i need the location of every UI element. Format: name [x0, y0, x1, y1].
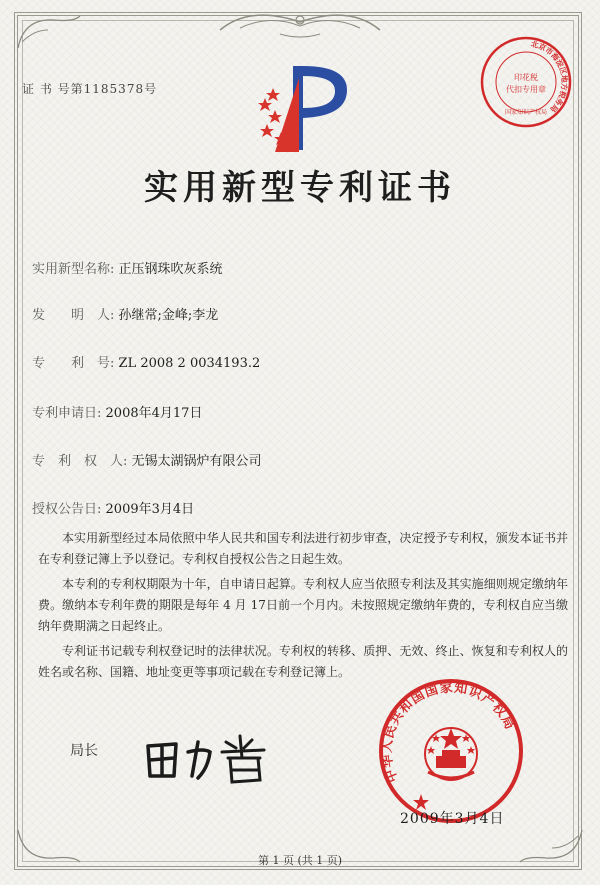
director-signature: [140, 728, 280, 788]
field-value: 2008年4月17日: [105, 406, 203, 421]
body-paragraph-3: 专利证书记载专利权登记时的法律状况。专利权的转移、质押、无效、终止、恢复和专利权人的姓名或名称、国籍、地址变更等事项记载在专利登记簿上。: [38, 644, 568, 679]
page-number: 第 1 页 (共 1 页): [257, 854, 343, 867]
field-label: 专利申请日:: [32, 406, 102, 421]
certificate-number-suffix: 号: [144, 82, 158, 96]
field-label: 专 利 号:: [32, 356, 115, 371]
field-patent-number: [32, 352, 260, 371]
certificate-number: [22, 80, 157, 97]
issue-date: 2009年3月4日: [400, 811, 505, 827]
tax-stamp-center-2: 代扣专用章: [506, 85, 546, 94]
field-label: 专 利 权 人:: [32, 454, 128, 469]
field-patentee: [32, 450, 262, 469]
field-label: 实用新型名称:: [32, 262, 115, 277]
corner-ornament-top-left: [14, 12, 84, 52]
tax-stamp-ring-text: 北京市海淀区地方税务局: [530, 39, 570, 115]
certificate-number-value: 1185378: [83, 82, 145, 96]
certificate-number-label: 证 书 号第: [22, 82, 84, 96]
director-title: 局长: [70, 743, 98, 759]
field-value: 孙继常;金峰;李龙: [118, 308, 219, 323]
field-label: 发 明 人:: [32, 308, 115, 323]
field-value: 2009年3月4日: [105, 502, 195, 517]
field-label: 授权公告日:: [32, 502, 102, 517]
sipo-logo: [255, 58, 355, 158]
body-paragraph-2: 本专利的专利权期限为十年，自申请日起算。专利权人应当依照专利法及其实施细则规定缴纳年费。缴纳本专利年费的期限是每年 4 月 17日前一个月内。未按照规定缴纳年费的，专利权自应当缴纳年费期满之日起终止。: [38, 577, 568, 633]
field-utility-model-name: [32, 258, 223, 277]
state-ip-office-seal: [376, 676, 526, 826]
field-value: 无锡太湖锅炉有限公司: [131, 454, 262, 469]
field-grant-date: [32, 498, 194, 517]
tax-stamp-seal: [478, 34, 574, 130]
tax-stamp-bottom-text: 国家知识产权局: [504, 109, 548, 116]
top-ornament: [210, 0, 390, 40]
field-inventor: [32, 304, 218, 323]
field-value: ZL 2008 2 0034193.2: [118, 356, 261, 371]
body-paragraph-1: 本实用新型经过本局依照中华人民共和国专利法进行初步审查，决定授予专利权，颁发本证书并在专利登记簿上予以登记。专利权自授权公告之日起生效。: [38, 531, 568, 566]
seal-ring-text: 中华人民共和国国家知识产权局: [379, 680, 518, 785]
tax-stamp-center-1: 印花税: [514, 73, 538, 82]
field-filing-date: [32, 402, 202, 421]
certificate-body: [38, 528, 568, 687]
certificate-title: 实用新型专利证书: [144, 168, 456, 208]
field-value: 正压钢珠吹灰系统: [118, 262, 223, 277]
